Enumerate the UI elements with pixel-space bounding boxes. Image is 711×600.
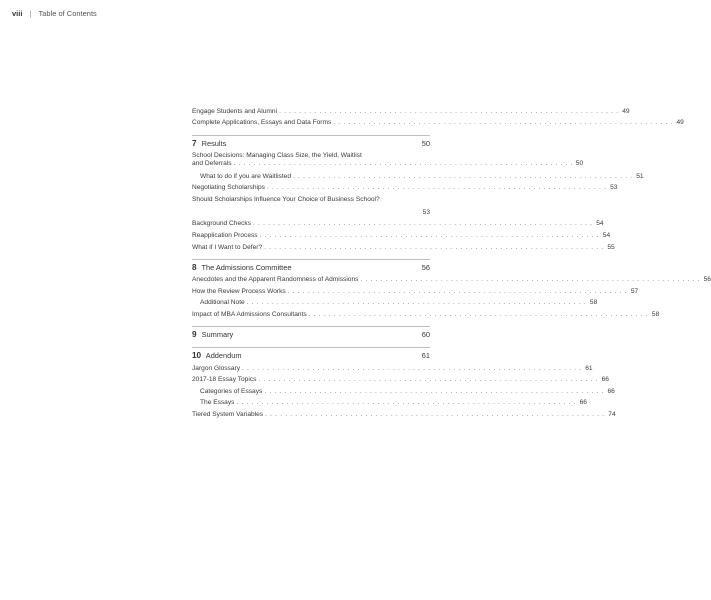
chapter-page: 50 xyxy=(421,139,430,149)
toc-entry-page: 54 xyxy=(596,220,604,228)
toc-entry-jargon-glossary[interactable] xyxy=(192,364,593,373)
header-title: Table of Contents xyxy=(38,9,97,18)
toc-entry-categories-of-essays[interactable] xyxy=(192,387,615,396)
toc-entry-label: Anecdotes and the Apparent Randomness of Admissions xyxy=(192,276,359,284)
leader-dots: .................................................................... xyxy=(233,160,576,168)
leader-dots: .................................................................... xyxy=(246,299,589,307)
toc-entry-page: 53 xyxy=(610,184,618,192)
toc-entry-page: 55 xyxy=(607,243,615,251)
toc-entry-tiered-system[interactable] xyxy=(192,410,616,419)
toc-entry-background-checks[interactable] xyxy=(192,219,604,228)
toc-entry-mba-consultants[interactable] xyxy=(192,310,660,319)
table-of-contents xyxy=(192,104,711,419)
leader-dots: .................................................................... xyxy=(293,172,636,180)
toc-entry-label: 2017-18 Essay Topics xyxy=(192,376,257,384)
toc-entry-page: 49 xyxy=(622,107,630,115)
header-page-number: viii xyxy=(12,9,23,18)
toc-entry-negotiating-scholarships[interactable] xyxy=(192,183,618,192)
toc-entry-label: Complete Applications, Essays and Data Forms xyxy=(192,119,332,127)
toc-entry-waitlisted[interactable] xyxy=(192,172,644,181)
toc-entry-label: The Essays xyxy=(200,399,235,407)
leader-dots: .................................................................... xyxy=(259,231,602,239)
chapter-title: Results xyxy=(201,139,227,149)
toc-entry-page: 53 xyxy=(422,208,430,216)
toc-entry-the-essays[interactable] xyxy=(192,398,587,407)
toc-entry-school-decisions[interactable] xyxy=(192,151,584,169)
leader-dots: .................................................................... xyxy=(279,107,622,115)
toc-entry-page: 58 xyxy=(651,310,660,318)
toc-entry-label: Reapplication Process xyxy=(192,231,258,239)
toc-entry-review-process[interactable] xyxy=(192,287,639,296)
toc-entry-reapplication-process[interactable] xyxy=(192,231,611,240)
toc-entry-label: Background Checks xyxy=(192,220,252,228)
leader-dots: .................................................................... xyxy=(264,243,607,251)
toc-entry-page: 58 xyxy=(589,299,598,307)
toc-entry-page: 74 xyxy=(608,410,616,418)
toc-entry-page: 57 xyxy=(630,287,639,295)
toc-entry-page: 66 xyxy=(607,387,615,395)
toc-entry-page: 66 xyxy=(579,399,587,407)
toc-entry-label-line1: School Decisions: Managing Class Size, the Yield, Waitlist xyxy=(192,151,362,159)
chapter-page: 60 xyxy=(421,329,430,339)
leader-dots: .................................................................... xyxy=(360,276,703,284)
toc-entry-page: 66 xyxy=(601,376,609,384)
toc-entry-page: 50 xyxy=(575,160,584,168)
leader-dots: .................................................................... xyxy=(333,119,676,127)
toc-entry-label: What if I Want to Defer? xyxy=(192,243,263,251)
toc-entry-page: 56 xyxy=(703,276,711,284)
toc-entry-label: Tiered System Variables xyxy=(192,410,264,418)
toc-entry-label: Categories of Essays xyxy=(200,387,263,395)
leader-dots: .................................................................... xyxy=(258,376,601,384)
leader-dots: .................................................................... xyxy=(308,310,651,318)
toc-entry-label-line2: and Deferrals xyxy=(192,160,232,168)
toc-entry-page: 54 xyxy=(602,231,611,239)
chapter-title: The Admissions Committee xyxy=(201,262,292,272)
toc-entry-defer[interactable] xyxy=(192,243,615,252)
toc-entry-additional-note[interactable] xyxy=(192,298,598,307)
toc-entry-should-scholarships[interactable] xyxy=(192,195,430,217)
toc-entry-label: What to do if you are Waitlisted xyxy=(200,172,292,180)
running-header xyxy=(12,9,97,18)
toc-entry-engage-students[interactable] xyxy=(192,107,630,116)
chapter-number: 8 xyxy=(192,262,197,272)
toc-entry-page: 61 xyxy=(585,364,593,372)
chapter-9-heading[interactable] xyxy=(192,326,430,340)
chapter-number: 7 xyxy=(192,139,197,149)
leader-dots: .................................................................... xyxy=(242,364,585,372)
leader-dots: .................................................................... xyxy=(236,399,579,407)
chapter-10-heading[interactable] xyxy=(192,347,430,361)
toc-entry-essay-topics[interactable] xyxy=(192,375,609,384)
leader-dots: .................................................................... xyxy=(265,410,608,418)
toc-entry-label: Negotiating Scholarships xyxy=(192,184,265,192)
toc-entry-anecdotes[interactable] xyxy=(192,275,711,284)
chapter-number: 10 xyxy=(192,350,202,360)
toc-entry-label: How the Review Process Works xyxy=(192,287,286,295)
chapter-title: Summary xyxy=(201,329,234,339)
chapter-7-heading[interactable] xyxy=(192,135,430,149)
toc-entry-page: 51 xyxy=(636,172,644,180)
header-separator: | xyxy=(29,9,32,18)
toc-entry-label: Jargon Glossary xyxy=(192,364,241,372)
toc-entry-label: Engage Students and Alumni xyxy=(192,107,278,115)
chapter-page: 61 xyxy=(421,350,430,360)
chapter-page: 56 xyxy=(421,262,430,272)
toc-entry-label: Should Scholarships Influence Your Choice of Business School? xyxy=(192,195,380,203)
toc-entry-page: 49 xyxy=(676,119,684,127)
chapter-8-heading[interactable] xyxy=(192,259,430,273)
leader-dots: .................................................................... xyxy=(253,220,596,228)
chapter-title: Addendum xyxy=(205,350,242,360)
leader-dots: .................................................................... xyxy=(287,287,630,295)
leader-dots: .................................................................... xyxy=(266,184,610,192)
toc-entry-complete-applications[interactable] xyxy=(192,118,684,127)
toc-entry-label: Impact of MBA Admissions Consultants xyxy=(192,310,307,318)
leader-dots: .................................................................... xyxy=(264,387,607,395)
toc-entry-label: Additional Note xyxy=(200,299,245,307)
chapter-number: 9 xyxy=(192,329,197,339)
